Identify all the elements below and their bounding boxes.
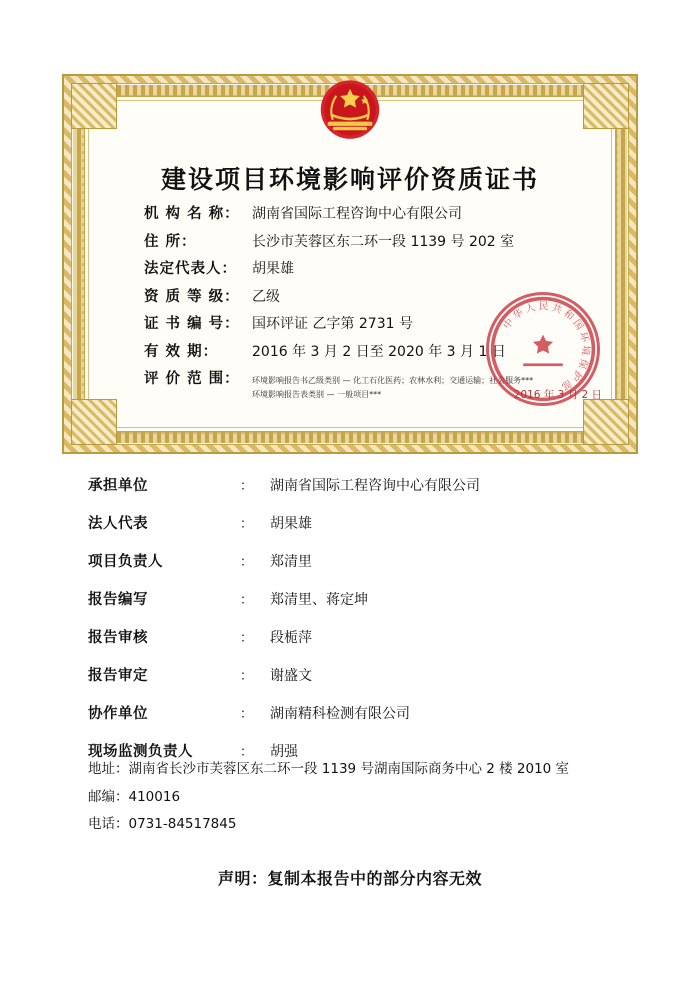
scope-line: 环境影响报告书乙级类别 — 化工石化医药；农林水利；交通运输；社会服务*** xyxy=(252,376,534,385)
national-emblem-icon xyxy=(307,70,393,156)
row-colon: ： xyxy=(240,631,254,646)
corner-ornament-top-left xyxy=(71,83,117,129)
table-row xyxy=(88,626,608,664)
corner-ornament-top-right xyxy=(583,83,629,129)
field-label: 评 价 范 围： xyxy=(144,371,240,387)
field-value: 乙级 xyxy=(252,288,280,305)
row-value: 胡果雄 xyxy=(270,516,312,532)
row-label: 报告编写 xyxy=(88,592,148,608)
contact-address: 地址：湖南省长沙市芙蓉区东二环一段 1139 号湖南国际商务中心 2 楼 2010 室 xyxy=(88,761,570,777)
certificate-title: 建设项目环境影响评价资质证书 xyxy=(160,165,539,194)
row-colon: ： xyxy=(240,707,254,722)
field-value: 2016 年 3 月 2 日至 2020 年 3 月 1 日 xyxy=(252,343,506,360)
row-label: 协作单位 xyxy=(88,706,148,722)
row-colon: ： xyxy=(240,479,254,494)
table-row xyxy=(88,474,608,512)
row-colon: ： xyxy=(240,745,254,760)
row-label: 报告审核 xyxy=(88,630,148,646)
row-label: 现场监测负责人 xyxy=(88,744,193,760)
row-value: 郑清里 xyxy=(270,554,312,570)
row-value: 段栀萍 xyxy=(270,630,312,646)
table-row xyxy=(88,512,608,550)
row-colon: ： xyxy=(240,517,254,532)
row-label: 承担单位 xyxy=(88,478,148,494)
table-row xyxy=(88,588,608,626)
scope-line: 环境影响报告表类别 — 一般项目*** xyxy=(252,389,382,399)
row-value: 胡强 xyxy=(270,744,298,760)
row-label: 项目负责人 xyxy=(88,554,163,570)
row-value: 谢盛文 xyxy=(270,668,312,684)
field-label: 有 效 期： xyxy=(144,343,219,360)
stamp-date: 2016 年 3 月 2 日 xyxy=(513,389,602,401)
table-row xyxy=(88,664,608,702)
contact-block xyxy=(88,756,628,839)
svg-text:中华人民共和国环境保护部: 中华人民共和国环境保护部 xyxy=(501,301,591,393)
statement-text: 声明：复制本报告中的部分内容无效 xyxy=(217,869,482,888)
field-label: 住 所： xyxy=(144,233,197,250)
field-value: 胡果雄 xyxy=(252,261,294,277)
table-row xyxy=(88,550,608,588)
table-row xyxy=(88,702,608,740)
field-label: 机 构 名 称： xyxy=(144,206,240,222)
row-colon: ： xyxy=(240,593,254,608)
field-label: 证 书 编 号： xyxy=(144,316,240,332)
certificate-card xyxy=(62,74,638,454)
row-value: 湖南精科检测有限公司 xyxy=(270,706,410,722)
corner-ornament-bottom-left xyxy=(71,399,117,445)
row-label: 报告审定 xyxy=(88,668,148,684)
field-value: 湖南省国际工程咨询中心有限公司 xyxy=(252,206,462,222)
field-value: 长沙市芙蓉区东二环一段 1139 号 202 室 xyxy=(252,233,515,250)
personnel-table xyxy=(88,474,608,778)
row-label: 法人代表 xyxy=(88,516,148,532)
field-label: 资 质 等 级： xyxy=(144,288,240,305)
row-colon: ： xyxy=(240,555,254,570)
row-value: 湖南省国际工程咨询中心有限公司 xyxy=(270,478,480,494)
certificate-field-row xyxy=(144,230,598,251)
row-value: 郑清里、蒋定坤 xyxy=(270,592,368,608)
field-value: 国环评证 乙字第 2731 号 xyxy=(252,316,413,332)
row-colon: ： xyxy=(240,669,254,684)
certificate-field-row xyxy=(144,202,598,223)
contact-postcode: 邮编：410016 xyxy=(88,788,181,805)
field-label: 法定代表人： xyxy=(144,261,237,277)
contact-phone: 电话：0731-84517845 xyxy=(88,816,237,833)
certificate-field-row xyxy=(144,257,598,278)
